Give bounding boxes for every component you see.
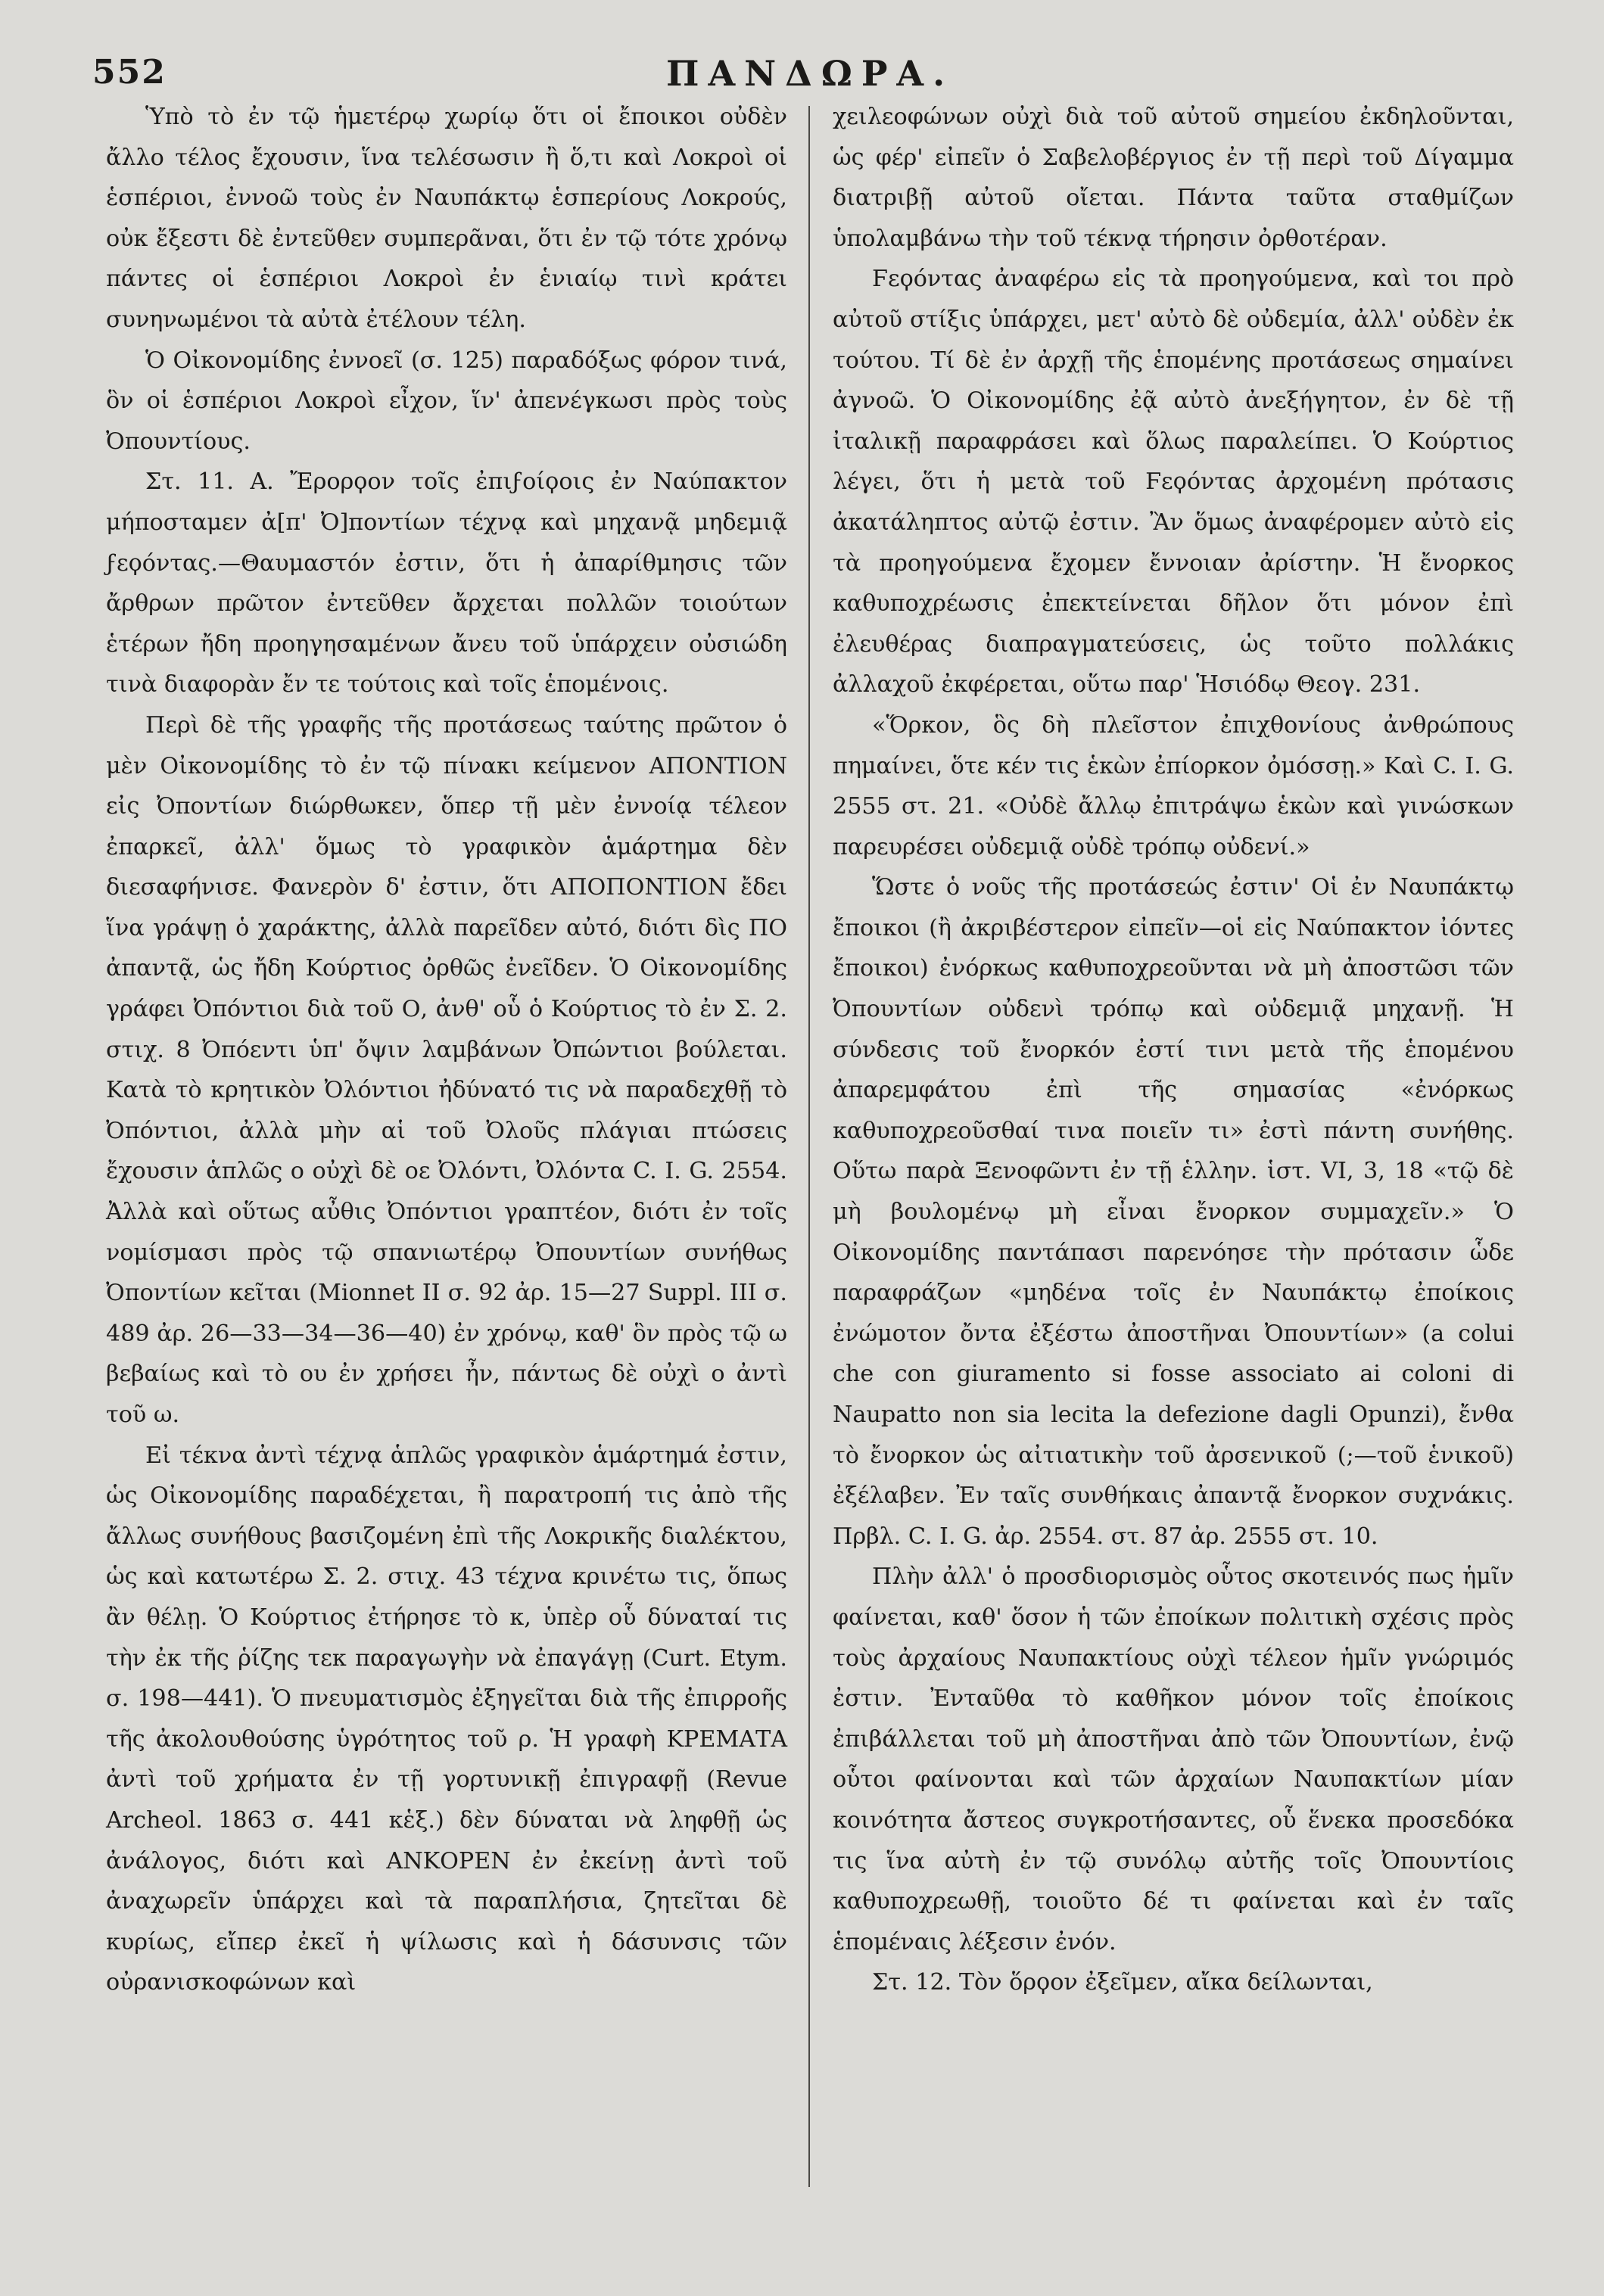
paragraph: «Ὅρκον, ὃς δὴ πλεῖστον ἐπιχθονίους ἀνθρώπους πημαίνει, ὅτε κέν τις ἑκὼν ἐπίορκον ὀμόσσῃ.» Καὶ C. I. G. 2555 στ. 21. «Οὐδὲ ἄλλῳ ἐπιτράψω ἑκὼν καὶ γινώσκων παρευρέσει οὐδεμιᾷ οὐδὲ τρόπῳ οὐδενί.» (833, 711, 1514, 860)
page-number: 552 (92, 53, 167, 92)
paragraph: Εἰ τέκνα ἀντὶ τέχνᾳ ἁπλῶς γραφικὸν ἁμάρτημά ἐστιν, ὡς Οἰκονομίδης παραδέχεται, ἢ παρατροπή τις ἀπὸ τῆς ἄλλως συνήθους βασιζομένη ἐπὶ τῆς Λοκρικῆς διαλέκτου, ὡς καὶ κατωτέρω Σ. 2. στιχ. 43 τέχνα κρινέτω τις, ὅπως ἂν θέλῃ. Ὁ Κούρτιος ἐτήρησε τὸ κ, ὑπὲρ οὗ δύναταί τις τὴν ἐκ τῆς ῥίζης τεκ παραγωγὴν νὰ ἐπαγάγῃ (Curt. Etym. σ. 198—441). Ὁ πνευματισμὸς ἐξηγεῖται διὰ τῆς ἐπιρροῆς τῆς ἀκολουθούσης ὑγρότητος τοῦ ρ. Ἡ γραφὴ ΚΡΕΜΑΤΑ ἀντὶ τοῦ χρήματα ἐν τῇ γορτυνικῇ ἐπιγραφῇ (Revue Archeol. 1863 σ. 441 κἑξ.) δὲν δύναται νὰ ληφθῇ ὡς ἀνάλογος, διότι καὶ ΑΝΚΟΡΕΝ ἐν ἐκείνῃ ἀντὶ τοῦ ἀναχωρεῖν ὑπάρχει καὶ τὰ παραπλήσια, ζητεῖται δὲ κυρίως, εἴπερ ἐκεῖ ἡ ψίλωσις καὶ ἡ δάσυνσις τῶν οὐρανισκοφώνων καὶ (106, 1442, 787, 1996)
paragraph: Ὥστε ὁ νοῦς τῆς προτάσεώς ἐστιν' Οἱ ἐν Ναυπάκτῳ ἔποικοι (ἢ ἀκριβέστερον εἰπεῖν—οἱ εἰς Ναύπακτον ἰόντες ἔποικοι) ἐνόρκως καθυποχρεοῦνται νὰ μὴ ἀποστῶσι τῶν Ὀπουντίων οὐδενὶ τρόπῳ καὶ οὐδεμιᾷ μηχανῇ. Ἡ σύνδεσις τοῦ ἔνορκόν ἐστί τινι μετὰ τῆς ἑπομένου ἀπαρεμφάτου ἐπὶ τῆς σημασίας «ἐνόρκως καθυποχρεοῦσθαί τινα ποιεῖν τι» ἐστὶ πάντη συνήθης. Οὕτω παρὰ Ξενοφῶντι ἐν τῇ ἑλλην. ἱστ. VI, 3, 18 «τῷ δὲ μὴ βουλομένῳ μὴ εἶναι ἔνορκον συμμαχεῖν.» Ὁ Οἰκονομίδης παντάπασι παρενόησε τὴν πρότασιν ὧδε παραφράζων «μηδένα τοῖς ἐν Ναυπάκτῳ ἐποίκοις ἐνώμοτον ὄντα ἐξέστω ἀποστῆναι Ὀπουντίων» (a colui che con giuramento si fosse associato ai coloni di Naupatto non sia lecita la defezione dagli Opunzi), ἔνθα τὸ ἔνορκον ὡς αἰτιατικὴν τοῦ ἀρσενικοῦ (;—τοῦ ἑνικοῦ) ἐξέλαβεν. Ἐν ταῖς συνθήκαις ἀπαντᾷ ἔνορκον συχνάκις. Πρβλ. C. I. G. ἀρ. 2554. στ. 87 ἀρ. 2555 στ. 10. (833, 874, 1514, 1550)
paragraph: χειλεοφώνων οὐχὶ διὰ τοῦ αὐτοῦ σημείου ἐκδηλοῦνται, ὡς φέρ' εἰπεῖν ὁ Σαβελοβέργιος ἐν τῇ περὶ τοῦ Δίγαμμα διατριβῇ αὐτοῦ οἴεται. Πάντα ταῦτα σταθμίζων ὑπολαμβάνω τὴν τοῦ τέκνᾳ τήρησιν ὀρθοτέραν. (833, 104, 1514, 252)
running-title: ΠΑΝΔΩΡΑ. (666, 53, 955, 94)
column-divider (808, 106, 810, 2187)
right-column (833, 97, 1514, 2003)
paragraph: Στ. 12. Τὸν ὅρϙον ἐξεῖμεν, αἴκα δείλωνται, (872, 1969, 1373, 1996)
paragraph: Πλὴν ἀλλ' ὁ προσδιορισμὸς οὗτος σκοτεινός πως ἡμῖν φαίνεται, καθ' ὅσον ἡ τῶν ἐποίκων πολιτικὴ σχέσις πρὸς τοὺς ἀρχαίους Ναυπακτίους οὐχὶ τέλεον ἡμῖν γνώριμός ἐστιν. Ἐνταῦθα τὸ καθῆκον μόνον τοῖς ἐποίκοις ἐπιβάλλεται τοῦ μὴ ἀποστῆναι ἀπὸ τῶν Ὀπουντίων, ἐνῷ οὗτοι φαίνονται καὶ τῶν ἀρχαίων Ναυπακτίων μίαν κοινότητα ἄστεος συγκροτήσαντες, οὗ ἕνεκα προσεδόκα τις ἵνα αὐτὴ ἐν τῷ συνόλῳ αὐτῆς τοῖς Ὀπουντίοις καθυποχρεωθῇ, τοιοῦτο δέ τι φαίνεται καὶ ἐν ταῖς ἑπομέναις λέξεσιν ἐνόν. (833, 1563, 1514, 1955)
left-column (106, 97, 787, 2003)
paragraph: Ὁ Οἰκονομίδης ἐννοεῖ (σ. 125) παραδόξως φόρον τινά, ὃν οἱ ἑσπέριοι Λοκροὶ εἶχον, ἵν' ἀπενέγκωσι πρὸς τοὺς Ὀπουντίους. (106, 347, 787, 455)
paragraph: Περὶ δὲ τῆς γραφῆς τῆς προτάσεως ταύτης πρῶτον ὁ μὲν Οἰκονομίδης τὸ ἐν τῷ πίνακι κείμενον ΑΠΟΝΤΙΟΝ εἰς Ὀποντίων διώρθωκεν, ὅπερ τῇ μὲν ἐννοίᾳ τέλεον ἐπαρκεῖ, ἀλλ' ὅμως τὸ γραφικὸν ἁμάρτημα δὲν διεσαφήνισε. Φανερὸν δ' ἐστιν, ὅτι ΑΠΟΠΟΝΤΙΟΝ ἔδει ἵνα γράψῃ ὁ χαράκτης, ἀλλὰ παρεῖδεν αὐτό, διότι δὶς ΠΟ ἀπαντᾷ, ὡς ἤδη Κούρτιος ὀρθῶς ἐνεῖδεν. Ὁ Οἰκονομίδης γράφει Ὀπόντιοι διὰ τοῦ Ο, ἀνθ' οὗ ὁ Κούρτιος τὸ ἐν Σ. 2. στιχ. 8 Ὀπόεντι ὑπ' ὄψιν λαμβάνων Ὀπώντιοι βούλεται. Κατὰ τὸ κρητικὸν Ὀλόντιοι ἠδύνατό τις νὰ παραδεχθῇ τὸ Ὀπόντιοι, ἀλλὰ μὴν αἱ τοῦ Ὀλοῦς πλάγιαι πτώσεις ἔχουσιν ἁπλῶς ο οὐχὶ δὲ οε Ὀλόντι, Ὀλόντα C. I. G. 2554. Ἀλλὰ καὶ οὕτως αὖθις Ὀπόντιοι γραπτέον, διότι ἐν τοῖς νομίσμασι πρὸς τῷ σπανιωτέρῳ Ὀπουντίων συνήθως Ὀποντίων κεῖται (Mionnet II σ. 92 ἀρ. 15—27 Suppl. III σ. 489 ἀρ. 26—33—34—36—40) ἐν χρόνῳ, καθ' ὃν πρὸς τῷ ω βεβαίως καὶ τὸ ου ἐν χρήσει ἦν, πάντως δὲ οὐχὶ ο ἀντὶ τοῦ ω. (106, 711, 787, 1428)
paragraph: Ὑπὸ τὸ ἐν τῷ ἡμετέρῳ χωρίῳ ὅτι οἱ ἔποικοι οὐδὲν ἄλλο τέλος ἔχουσιν, ἵνα τελέσωσιν ἢ ὅ,τι καὶ Λοκροὶ οἱ ἑσπέριοι, ἐννοῶ τοὺς ἐν Ναυπάκτῳ ἑσπερίους Λοκρούς, οὐκ ἔξεστι δὲ ἐντεῦθεν συμπερᾶναι, ὅτι ἐν τῷ τότε χρόνῳ πάντες οἱ ἑσπέριοι Λοκροὶ ἐν ἑνιαίῳ τινὶ κράτει συνηνωμένοι τὰ αὐτὰ ἐτέλουν τέλη. (106, 104, 787, 333)
paragraph: Ϝεϙόντας ἀναφέρω εἰς τὰ προηγούμενα, καὶ τοι πρὸ αὐτοῦ στίξις ὑπάρχει, μετ' αὐτὸ δὲ οὐδεμία, ἀλλ' οὐδὲν ἐκ τούτου. Τί δὲ ἐν ἀρχῇ τῆς ἑπομένης προτάσεως σημαίνει ἀγνοῶ. Ὁ Οἰκονομίδης ἐᾷ αὐτὸ ἀνεξήγητον, ἐν δὲ τῇ ἰταλικῇ παραφράσει καὶ ὅλως παραλείπει. Ὁ Κούρτιος λέγει, ὅτι ἡ μετὰ τοῦ Ϝεϙόντας ἀρχομένη πρότασις ἀκατάληπτος αὐτῷ ἐστιν. Ἂν ὅμως ἀναφέρομεν αὐτὸ εἰς τὰ προηγούμενα ἔχομεν ἔννοιαν ἀρίστην. Ἡ ἔνορκος καθυποχρέωσις ἐπεκτείνεται δῆλον ὅτι μόνον ἐπὶ ἐλευθέρας διαπραγματεύσεις, ὡς τοῦτο πολλάκις ἀλλαχοῦ ἐκφέρεται, οὕτω παρ' Ἡσιόδῳ Θεογ. 231. (833, 266, 1514, 698)
paragraph: Στ. 11. Α. Ἔρορϙον τοῖς ἐπιϝοίϙοις ἐν Ναύπακτον μήποσταμεν ἀ[π' Ὀ]ποντίων τέχνᾳ καὶ μηχανᾷ μηδεμιᾷ ϝεϙόντας.—Θαυμαστόν ἐστιν, ὅτι ἡ ἀπαρίθμησις τῶν ἄρθρων πρῶτον ἐντεῦθεν ἄρχεται πολλῶν τοιούτων ἑτέρων ἤδη προηγησαμένων ἄνευ τοῦ ὑπάρχειν οὐσιώδη τινὰ διαφορὰν ἔν τε τούτοις καὶ τοῖς ἑπομένοις. (106, 468, 787, 698)
